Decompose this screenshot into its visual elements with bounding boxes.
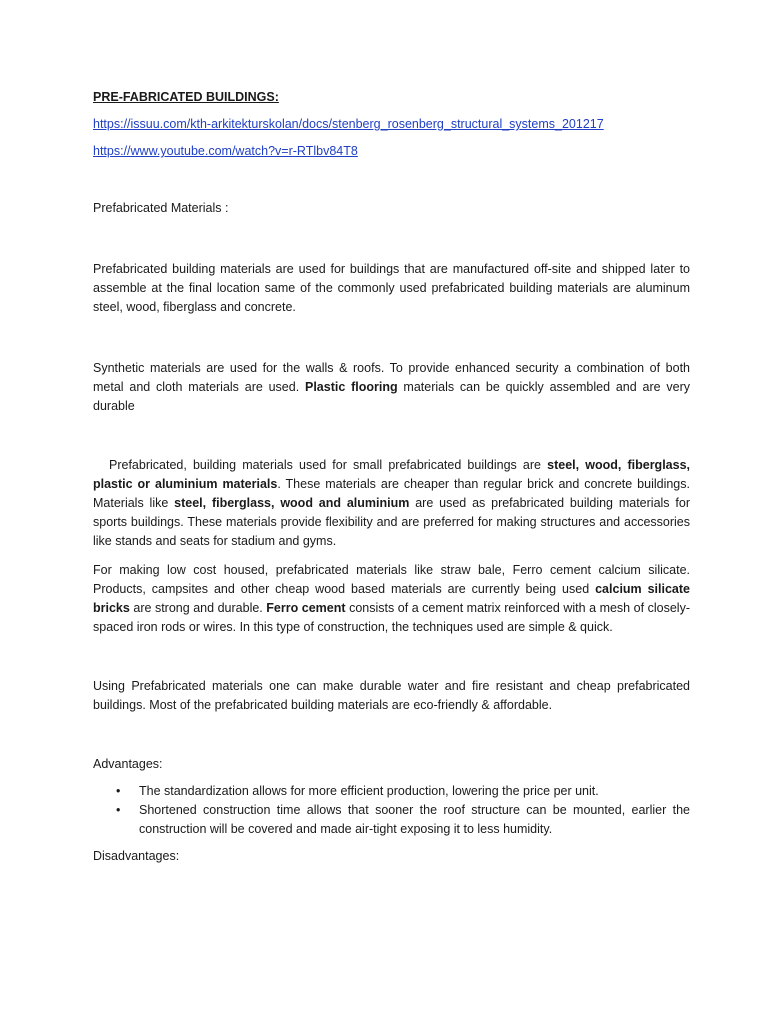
bullet-icon: • (116, 784, 121, 798)
paragraph-synthetic-text-2: materials can be quickly assembled and are very durable (93, 380, 690, 413)
paragraph-synthetic (93, 359, 690, 416)
paragraph-low-cost-text-2: are strong and durable. (129, 601, 267, 615)
paragraph-durable: Using Prefabricated materials one can make durable water and fire resistant and cheap prefabricated buildings. Most of the prefabricated building materials are eco-friendly & affordable. (93, 679, 690, 712)
document-title: PRE-FABRICATED BUILDINGS: (93, 90, 279, 104)
paragraph-low-cost (93, 561, 690, 637)
plastic-flooring-bold: Plastic flooring (305, 380, 398, 394)
calcium-silicate-bold: calcium silicate bricks (93, 582, 690, 615)
youtube-link[interactable]: https://www.youtube.com/watch?v=r-RTlbv84T8 (93, 144, 358, 158)
paragraph-small-text-2: . These materials are cheaper than regular brick and concrete buildings. Materials like (93, 477, 690, 510)
issuu-link[interactable]: https://issuu.com/kth-arkitekturskolan/docs/stenberg_rosenberg_structural_systems_201217 (93, 117, 604, 131)
ferro-cement-bold: Ferro cement (266, 601, 346, 615)
bullet-icon: • (116, 803, 121, 817)
paragraph-small-buildings (93, 456, 690, 551)
disadvantages-heading: Disadvantages: (93, 849, 180, 863)
list-item (116, 782, 690, 801)
advantage-text: The standardization allows for more efficient production, lowering the price per unit. (139, 784, 599, 798)
materials-list-bold: steel, wood, fiberglass, plastic or aluminium materials (93, 458, 690, 491)
paragraph-synthetic-text-1: Synthetic materials are used for the walls & roofs. To provide enhanced security a combination of both metal and cloth materials are used. (93, 361, 690, 394)
materials-heading: Prefabricated Materials : (93, 201, 229, 215)
paragraph-low-cost-text-3: consists of a cement matrix reinforced with a mesh of closely-spaced iron rods or wires. In this type of construction, the techniques used are simple & quick. (93, 601, 690, 634)
advantages-list (93, 782, 690, 839)
paragraph-small-text-1: Prefabricated, building materials used for small prefabricated buildings are (109, 458, 548, 472)
list-item (116, 801, 690, 839)
advantages-heading: Advantages: (93, 757, 163, 771)
sports-materials-bold: steel, fiberglass, wood and aluminium (174, 496, 410, 510)
advantage-text: Shortened construction time allows that sooner the roof structure can be mounted, earlier the construction will be covered and made air-tight exposing it to less humidity. (139, 803, 690, 836)
paragraph-low-cost-text-1: For making low cost housed, prefabricated materials like straw bale, Ferro cement calcium silicate. Products, campsites and other cheap wood based materials are currently being used (93, 563, 690, 596)
paragraph-small-text-3: are used as prefabricated building materials for sports buildings. These materials provide flexibility and are preferred for making structures and accessories like stands and seats for stadium and gyms. (93, 496, 690, 548)
paragraph-intro: Prefabricated building materials are used for buildings that are manufactured off-site and shipped later to assemble at the final location same of the commonly used prefabricated building materials are aluminum steel, wood, fiberglass and concrete. (93, 262, 690, 314)
